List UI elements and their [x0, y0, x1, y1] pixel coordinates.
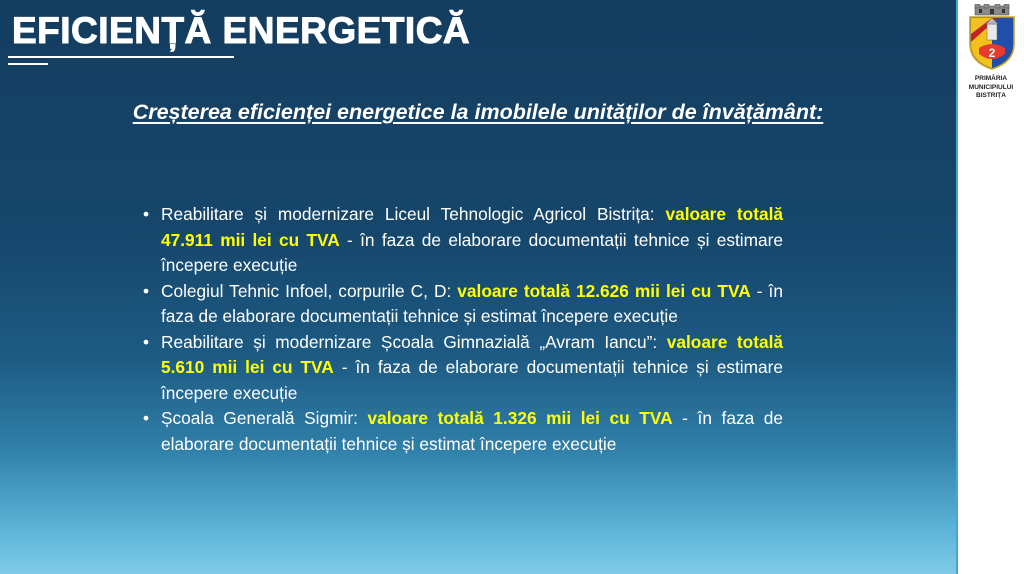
project-list: [143, 202, 783, 457]
item-status: - în faza de elaborare documentații tehnice și estimare începere execuție: [161, 357, 783, 403]
item-text: Reabilitare și modernizare Școala Gimnazială „Avram Iancu”:: [161, 331, 667, 352]
section-subtitle: Creșterea eficienței energetice la imobilele unităților de învățământ:: [132, 100, 824, 124]
item-text: Școala Generală Sigmir:: [161, 408, 368, 428]
svg-text:2: 2: [988, 46, 996, 60]
logo-caption-line: PRIMĂRIA: [974, 75, 1008, 82]
title-underline: [8, 56, 234, 58]
list-item: [143, 279, 783, 330]
item-value: valoare totală 12.626 mii lei cu TVA: [457, 280, 751, 301]
list-item: [143, 202, 783, 279]
list-item: [143, 406, 783, 457]
item-value: valoare totală 47.911 mii lei cu TVA: [161, 204, 783, 250]
logo-caption-line: BISTRIȚA: [976, 92, 1006, 99]
item-value: valoare totală 1.326 mii lei cu TVA: [367, 408, 673, 428]
item-text: Colegiul Tehnic Infoel, corpurile C, D:: [161, 280, 458, 301]
item-status: - în faza de elaborare documentații tehnice și estimat începere execuție: [161, 408, 784, 454]
page-title: EFICIENȚĂ ENERGETICĂ: [12, 10, 471, 51]
logo-caption: [958, 75, 1024, 101]
item-status: - în faza de elaborare documentații tehnice și estimare începere execuție: [161, 229, 783, 275]
list-item: [143, 330, 783, 407]
title-underline-short: [8, 63, 48, 65]
item-status: - în faza de elaborare documentații tehnice și estimat începere execuție: [161, 280, 783, 326]
item-value: valoare totală 5.610 mii lei cu TVA: [161, 331, 783, 377]
item-text: Reabilitare și modernizare Liceul Tehnologic Agricol Bistrița:: [161, 204, 666, 224]
city-crest-icon: [965, 4, 1019, 70]
logo-caption-line: MUNICIPIULUI: [968, 83, 1014, 91]
